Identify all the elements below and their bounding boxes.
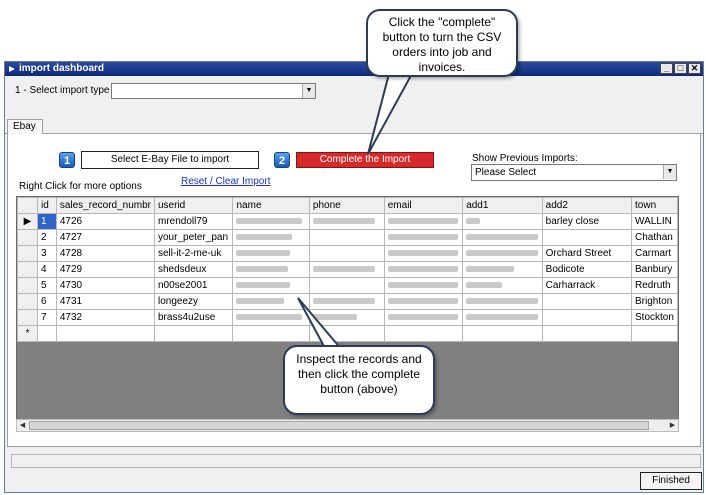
column-header-add2[interactable]: add2 bbox=[542, 198, 631, 214]
column-header-userid[interactable]: userid bbox=[155, 198, 233, 214]
cell-id[interactable]: 5 bbox=[38, 278, 57, 294]
empty-cell[interactable] bbox=[632, 326, 678, 342]
cell-add2[interactable]: Orchard Street bbox=[542, 246, 631, 262]
cell-userid[interactable]: shedsdeux bbox=[155, 262, 233, 278]
row-header[interactable] bbox=[18, 294, 38, 310]
empty-cell[interactable] bbox=[155, 326, 233, 342]
current-row-indicator-icon[interactable]: ▶ bbox=[18, 214, 38, 230]
cell-town[interactable]: Stockton bbox=[632, 310, 678, 326]
cell-phone[interactable] bbox=[309, 214, 384, 230]
column-header-phone[interactable]: phone bbox=[309, 198, 384, 214]
table-row[interactable] bbox=[18, 214, 678, 230]
column-header-id[interactable]: id bbox=[38, 198, 57, 214]
cell-id[interactable]: 3 bbox=[38, 246, 57, 262]
cell-add2[interactable]: Carharrack bbox=[542, 278, 631, 294]
step-one-icon: 1 bbox=[59, 152, 75, 168]
cell-id[interactable]: 6 bbox=[38, 294, 57, 310]
import-dashboard-window bbox=[4, 61, 704, 493]
cell-add2[interactable]: barley close bbox=[542, 214, 631, 230]
cell-add1[interactable] bbox=[463, 246, 542, 262]
cell-userid[interactable]: n00se2001 bbox=[155, 278, 233, 294]
cell-email[interactable] bbox=[384, 262, 462, 278]
cell-email[interactable] bbox=[384, 230, 462, 246]
cell-town[interactable]: Carmart bbox=[632, 246, 678, 262]
reset-clear-import-link[interactable]: Reset / Clear Import bbox=[181, 176, 271, 187]
table-row[interactable] bbox=[18, 278, 678, 294]
row-header[interactable] bbox=[18, 278, 38, 294]
cell-add1[interactable] bbox=[463, 278, 542, 294]
finished-button[interactable]: Finished bbox=[640, 472, 702, 490]
cell-add2[interactable] bbox=[542, 230, 631, 246]
row-header[interactable] bbox=[18, 310, 38, 326]
cell-userid[interactable]: mrendoll79 bbox=[155, 214, 233, 230]
cell-name[interactable] bbox=[233, 246, 309, 262]
complete-import-button[interactable]: Complete the Import bbox=[296, 152, 434, 168]
grid-corner[interactable] bbox=[18, 198, 38, 214]
cell-name[interactable] bbox=[233, 278, 309, 294]
cell-town[interactable]: Chathan bbox=[632, 230, 678, 246]
column-header-email[interactable]: email bbox=[384, 198, 462, 214]
callout-middle: Inspect the records and then click the complete button (above) bbox=[283, 345, 435, 415]
cell-sales-record[interactable]: 4732 bbox=[56, 310, 154, 326]
close-button[interactable]: ✕ bbox=[688, 63, 701, 74]
scroll-thumb[interactable] bbox=[29, 421, 649, 430]
empty-cell[interactable] bbox=[56, 326, 154, 342]
cell-email[interactable] bbox=[384, 294, 462, 310]
table-row[interactable] bbox=[18, 262, 678, 278]
records-table bbox=[17, 197, 678, 342]
cell-sales-record[interactable]: 4726 bbox=[56, 214, 154, 230]
cell-userid[interactable]: longeezy bbox=[155, 294, 233, 310]
previous-imports-select[interactable] bbox=[471, 164, 677, 181]
minimize-button[interactable]: _ bbox=[660, 63, 673, 74]
cell-town[interactable]: Redruth bbox=[632, 278, 678, 294]
cell-email[interactable] bbox=[384, 214, 462, 230]
horizontal-scrollbar[interactable] bbox=[16, 419, 679, 432]
cell-town[interactable]: WALLIN bbox=[632, 214, 678, 230]
row-header[interactable] bbox=[18, 262, 38, 278]
empty-cell[interactable] bbox=[38, 326, 57, 342]
table-row[interactable] bbox=[18, 310, 678, 326]
table-row[interactable] bbox=[18, 294, 678, 310]
show-previous-imports-label: Show Previous Imports: bbox=[472, 153, 578, 164]
chevron-down-icon[interactable]: ▼ bbox=[302, 84, 315, 98]
scroll-right-icon[interactable]: ▶ bbox=[669, 422, 676, 429]
cell-name[interactable] bbox=[233, 262, 309, 278]
column-header-add1[interactable]: add1 bbox=[463, 198, 542, 214]
window-controls bbox=[660, 63, 701, 74]
callout-top: Click the "complete" button to turn the CSV orders into job and invoices. bbox=[366, 9, 518, 77]
app-icon bbox=[8, 65, 16, 73]
status-bar bbox=[11, 454, 701, 468]
cell-userid[interactable]: sell-it-2-me-uk bbox=[155, 246, 233, 262]
cell-phone[interactable] bbox=[309, 230, 384, 246]
cell-email[interactable] bbox=[384, 246, 462, 262]
cell-phone[interactable] bbox=[309, 278, 384, 294]
new-row[interactable] bbox=[18, 326, 678, 342]
cell-phone[interactable] bbox=[309, 262, 384, 278]
cell-add2[interactable] bbox=[542, 294, 631, 310]
callout-top-pointer bbox=[360, 70, 430, 160]
cell-add1[interactable] bbox=[463, 310, 542, 326]
empty-cell[interactable] bbox=[542, 326, 631, 342]
column-header-name[interactable]: name bbox=[233, 198, 309, 214]
cell-userid[interactable]: brass4u2use bbox=[155, 310, 233, 326]
empty-cell[interactable] bbox=[463, 326, 542, 342]
window-title: import dashboard bbox=[19, 63, 105, 74]
scroll-left-icon[interactable]: ◀ bbox=[19, 422, 26, 429]
right-click-hint: Right Click for more options bbox=[19, 181, 142, 192]
cell-sales-record[interactable]: 4729 bbox=[56, 262, 154, 278]
row-header[interactable] bbox=[18, 230, 38, 246]
cell-id[interactable]: 2 bbox=[38, 230, 57, 246]
cell-sales-record[interactable]: 4727 bbox=[56, 230, 154, 246]
new-row-asterisk-icon[interactable]: * bbox=[18, 326, 38, 342]
cell-name[interactable] bbox=[233, 214, 309, 230]
cell-town[interactable]: Brighton bbox=[632, 294, 678, 310]
column-header-sales-record[interactable]: sales_record_numbr bbox=[56, 198, 154, 214]
cell-id[interactable]: 7 bbox=[38, 310, 57, 326]
row-header[interactable] bbox=[18, 246, 38, 262]
chevron-down-icon[interactable]: ▼ bbox=[663, 165, 676, 179]
cell-add1[interactable] bbox=[463, 230, 542, 246]
cell-add1[interactable] bbox=[463, 262, 542, 278]
maximize-button[interactable]: □ bbox=[674, 63, 687, 74]
column-header-town[interactable]: town bbox=[632, 198, 678, 214]
cell-sales-record[interactable]: 4730 bbox=[56, 278, 154, 294]
step-two-icon: 2 bbox=[274, 152, 290, 168]
select-ebay-file-button[interactable]: Select E-Bay File to import bbox=[81, 151, 259, 169]
cell-add1[interactable] bbox=[463, 214, 542, 230]
table-row[interactable] bbox=[18, 230, 678, 246]
cell-id[interactable]: 1 bbox=[38, 214, 57, 230]
window-titlebar[interactable] bbox=[5, 62, 703, 76]
cell-sales-record[interactable]: 4731 bbox=[56, 294, 154, 310]
table-row[interactable] bbox=[18, 246, 678, 262]
import-type-select[interactable] bbox=[111, 83, 316, 99]
cell-add2[interactable] bbox=[542, 310, 631, 326]
cell-name[interactable] bbox=[233, 230, 309, 246]
cell-email[interactable] bbox=[384, 310, 462, 326]
tab-ebay[interactable]: Ebay bbox=[7, 119, 43, 134]
grid-header-row bbox=[18, 198, 678, 214]
cell-id[interactable]: 4 bbox=[38, 262, 57, 278]
cell-add2[interactable]: Bodicote bbox=[542, 262, 631, 278]
import-type-label: 1 - Select import type bbox=[15, 85, 110, 96]
previous-imports-value: Please Select bbox=[475, 167, 537, 178]
empty-cell[interactable] bbox=[384, 326, 462, 342]
cell-town[interactable]: Banbury bbox=[632, 262, 678, 278]
cell-phone[interactable] bbox=[309, 246, 384, 262]
cell-userid[interactable]: your_peter_pan bbox=[155, 230, 233, 246]
cell-sales-record[interactable]: 4728 bbox=[56, 246, 154, 262]
cell-add1[interactable] bbox=[463, 294, 542, 310]
cell-email[interactable] bbox=[384, 278, 462, 294]
